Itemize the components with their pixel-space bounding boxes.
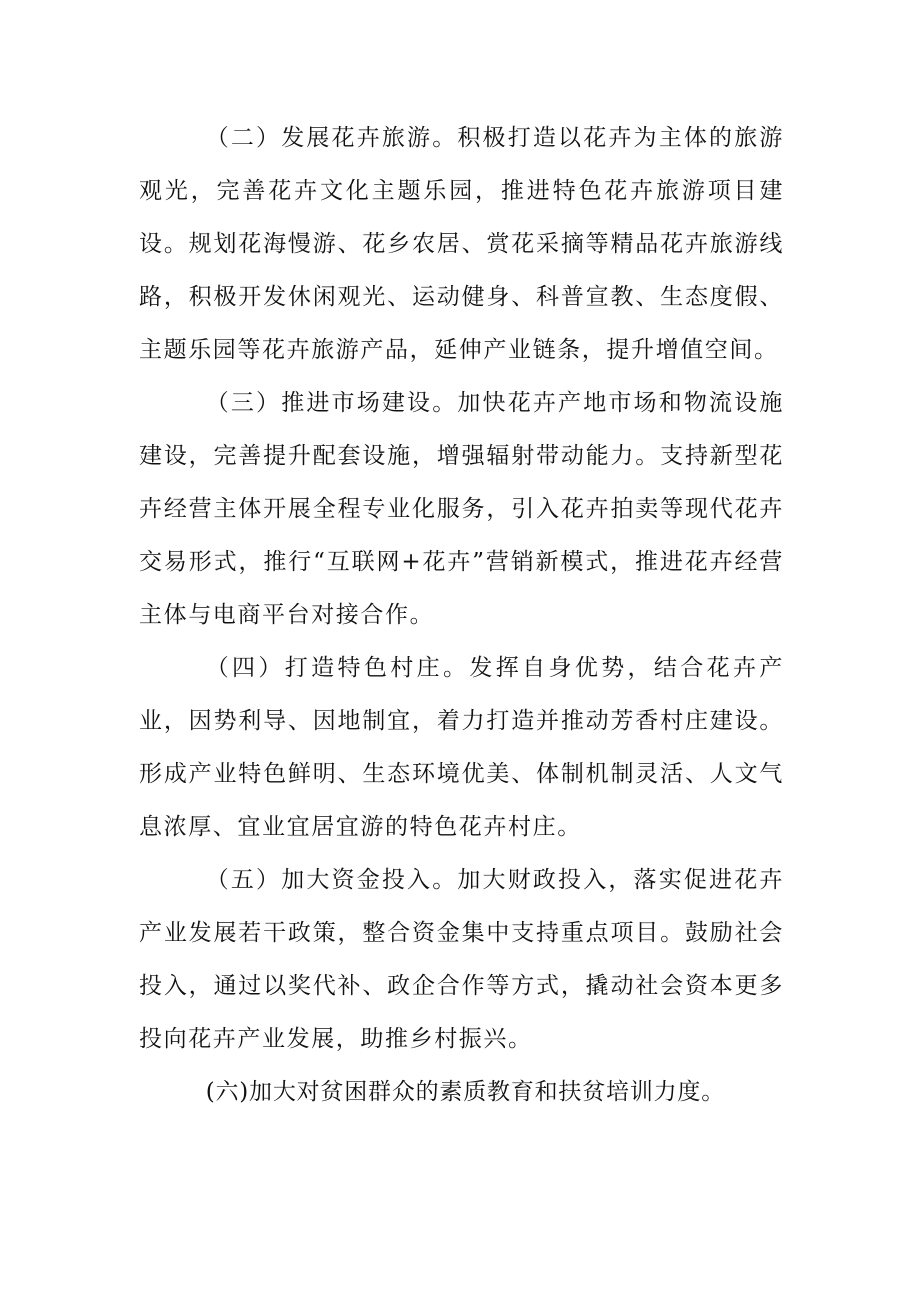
document-body: [139, 112, 784, 1119]
paragraph-develop-flower-tourism: （二）发展花卉旅游。积极打造以花卉为主体的旅游观光，完善花卉文化主题乐园，推进特色花卉旅游项目建设。规划花海慢游、花乡农居、赏花采摘等精品花卉旅游线路，积极开发休闲观光、运动健身、科普宣教、生态度假、主题乐园等花卉旅游产品，延伸产业链条，提升增值空间。: [139, 125, 784, 363]
paragraph-poverty-training: (六)加大对贫困群众的素质教育和扶贫培训力度。: [205, 1079, 726, 1105]
paragraph-market-construction: （三）推进市场建设。加快花卉产地市场和物流设施建设，完善提升配套设施，增强辐射带动能力。支持新型花卉经营主体开展全程专业化服务，引入花卉拍卖等现代花卉交易形式，推行“互联网+花卉”营销新模式，推进花卉经营主体与电商平台对接合作。: [139, 390, 784, 628]
paragraph-funding-investment: （五）加大资金投入。加大财政投入，落实促进花卉产业发展若干政策，整合资金集中支持重点项目。鼓励社会投入，通过以奖代补、政企合作等方式，撬动社会资本更多投向花卉产业发展，助推乡村振兴。: [139, 867, 784, 1052]
paragraph-featured-villages: （四）打造特色村庄。发挥自身优势，结合花卉产业，因势利导、因地制宜，着力打造并推动芳香村庄建设。形成产业特色鲜明、生态环境优美、体制机制灵活、人文气息浓厚、宜业宜居宜游的特色花卉村庄。: [139, 655, 784, 840]
